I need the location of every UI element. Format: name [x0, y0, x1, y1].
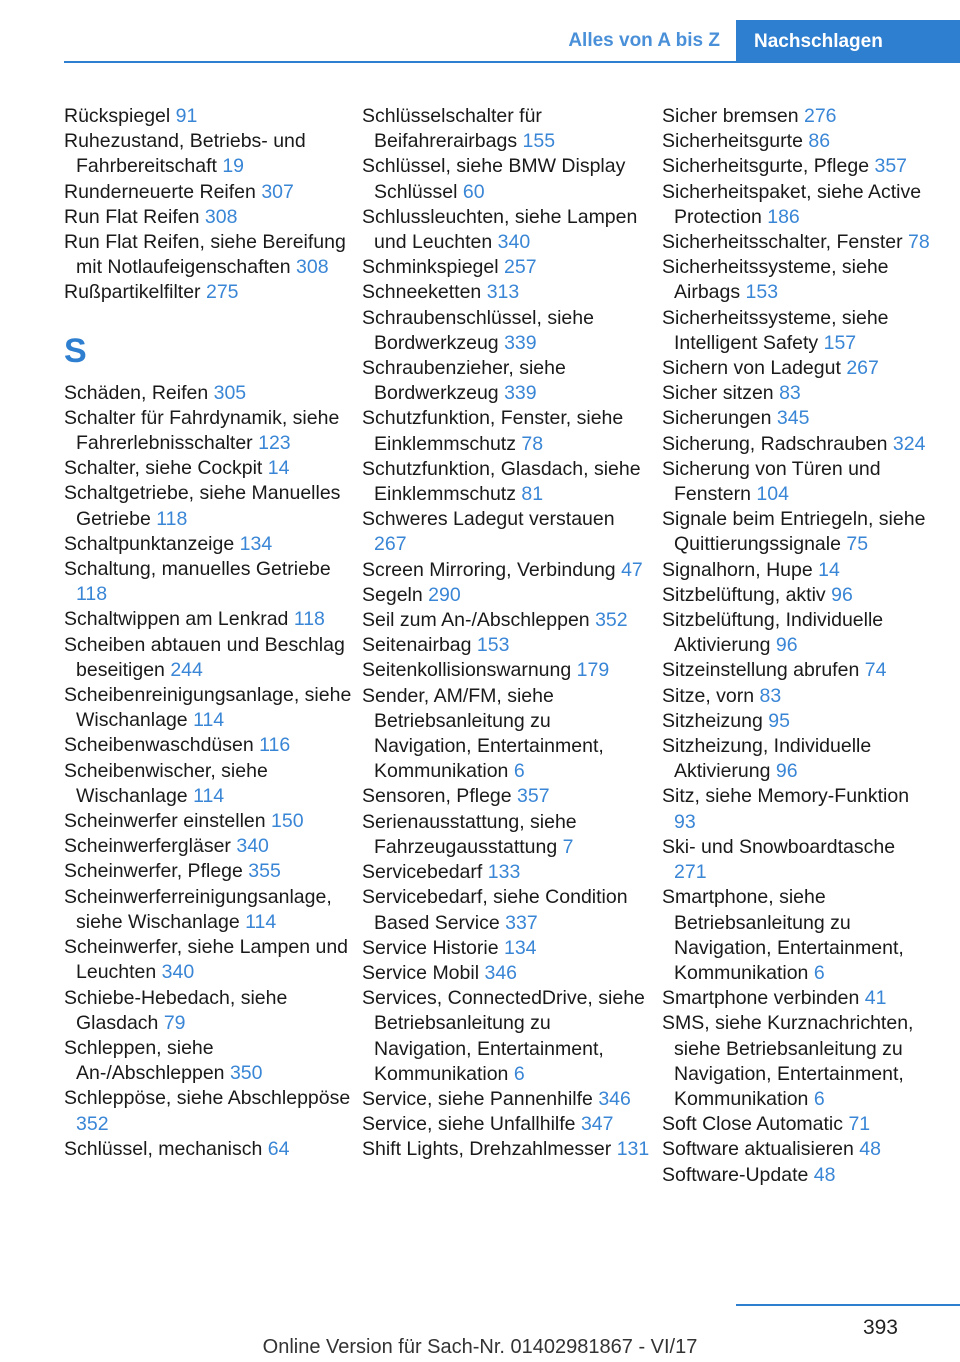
index-entry — [64, 859, 354, 884]
index-entry-term: Service, siehe Pannenhilfe — [362, 1087, 593, 1110]
index-entry-term: Serienausstattung, siehe Fahrzeugausstattung — [362, 810, 577, 858]
index-entry-term: Sicherheitsgurte — [662, 130, 803, 153]
index-entry — [662, 734, 930, 784]
index-entry-term: Scheinwerfer, Pflege — [64, 860, 243, 883]
index-entry-page-link[interactable]: 271 — [674, 861, 707, 884]
index-entry — [362, 684, 652, 785]
index-entry — [662, 608, 930, 658]
page-number: 393 — [862, 1316, 898, 1339]
index-entry-page-link[interactable]: 313 — [486, 281, 520, 304]
index-entry — [662, 457, 930, 507]
index-entry — [662, 835, 930, 885]
index-entry-term: Schlüssel, siehe BMW Display Schlüssel — [362, 155, 626, 203]
index-entry — [64, 1036, 354, 1086]
index-entry-term: Schutzfunktion, Glasdach, siehe Einklemmschutz — [362, 457, 641, 506]
index-entry-term: Software aktualisieren — [662, 1138, 854, 1161]
index-entry — [662, 583, 930, 608]
footer-note: Online Version für Sach-Nr. 01402981867 - VI/17 — [262, 1336, 698, 1358]
index-entry-term: Service Mobil — [362, 961, 480, 984]
index-entry-page-link[interactable]: 153 — [745, 281, 779, 304]
section-title: Alles von A bis Z — [568, 30, 720, 51]
index-entry-page-link[interactable]: 346 — [484, 961, 518, 984]
index-entry — [662, 1011, 930, 1112]
index-entry-page-link[interactable]: 79 — [163, 1011, 186, 1034]
index-entry-term: Service Historie — [362, 936, 499, 959]
index-entry-term: Schalter, siehe Cockpit — [64, 457, 263, 480]
index-entry-term: Sitze, vorn — [662, 684, 755, 707]
index-entry-page-link[interactable]: 64 — [267, 1137, 290, 1160]
index-entry-page-link[interactable]: 6 — [513, 1062, 525, 1085]
index-entry-page-link[interactable]: 340 — [161, 961, 195, 984]
index-entry-term: Sicherheitsschalter, Fenster — [662, 231, 903, 254]
index-entry — [662, 104, 930, 129]
index-entry — [662, 230, 930, 255]
index-entry — [662, 381, 930, 406]
index-entry-term: Schraubenschlüssel, siehe Bordwerkzeug — [362, 306, 594, 354]
index-entry-term: Scheibenwischer, siehe Wischanlage — [64, 759, 268, 807]
index-entry — [662, 558, 930, 583]
index-entry-page-link[interactable]: 352 — [76, 1112, 109, 1135]
index-entry-term: Servicebedarf, siehe Condition Based Service — [362, 886, 628, 934]
index-entry — [64, 986, 354, 1036]
index-entry-term: Sicherung, Radschrauben — [662, 432, 888, 455]
index-entry — [362, 558, 652, 583]
index-entry-term: Sicherheitssysteme, siehe Intelligent Safety — [662, 306, 889, 354]
index-entry-term: SMS, siehe Kurznachrichten, siehe Betriebsanleitung zu Navigation, Entertainment, Kommunikation — [662, 1012, 914, 1110]
index-entry — [362, 961, 652, 986]
index-entry-page-link[interactable]: 275 — [205, 281, 239, 304]
index-entry — [64, 230, 354, 280]
index-entry-page-link[interactable]: 83 — [779, 382, 801, 405]
index-entry — [662, 129, 930, 154]
index-entry — [64, 456, 354, 481]
index-entry-page-link[interactable]: 60 — [462, 180, 485, 203]
index-entry-page-link[interactable]: 150 — [271, 810, 304, 833]
index-entry-term: Sicher bremsen — [662, 105, 799, 127]
index-entry-term: Sitzbelüftung, Individuelle Aktivierung — [662, 609, 884, 657]
index-entry-page-link[interactable]: 14 — [818, 558, 840, 581]
index-entry — [362, 583, 652, 608]
index-entry — [662, 709, 930, 734]
index-entry — [362, 1087, 652, 1112]
index-entry-term: Sensoren, Pflege — [362, 785, 512, 808]
index-entry-term: Scheibenreinigungsanlage, siehe Wischanlage — [64, 684, 352, 732]
index-entry-term: Schweres Ladegut verstauen — [362, 508, 615, 531]
index-entry — [64, 633, 354, 683]
index-entry-page-link[interactable]: 357 — [874, 155, 908, 178]
index-entry-page-link[interactable]: 133 — [487, 861, 521, 884]
index-column-1 — [64, 104, 354, 1162]
index-entry — [362, 255, 652, 280]
index-entry-term: Scheinwerferreinigungsanlage, siehe Wischanlage — [64, 885, 332, 933]
index-entry-term: Rußpartikelfilter — [64, 281, 201, 304]
index-entry-page-link[interactable]: 308 — [296, 256, 329, 279]
index-entry-term: Shift Lights, Drehzahlmesser — [362, 1138, 612, 1161]
index-entry-term: Smartphone verbinden — [662, 987, 860, 1010]
index-letter-heading: S — [64, 331, 87, 370]
index-entry — [64, 280, 354, 305]
footer-rule — [736, 1304, 960, 1306]
index-entry — [64, 885, 354, 935]
index-entry — [662, 406, 930, 431]
index-entry-term: Signale beim Entriegeln, siehe Quittierungssignale — [662, 508, 926, 556]
index-entry-term: Schaltwippen am Lenkrad — [64, 608, 289, 631]
index-entry — [662, 255, 930, 305]
index-entry-page-link[interactable]: 41 — [864, 987, 887, 1010]
index-entry-page-link[interactable]: 352 — [595, 609, 628, 632]
index-entry-page-link[interactable]: 346 — [598, 1087, 631, 1110]
index-entry-page-link[interactable]: 81 — [521, 483, 544, 506]
index-entry — [362, 507, 652, 557]
index-entry-term: Smartphone, siehe Betriebsanleitung zu Navigation, Entertainment, Kommunikation — [662, 886, 904, 984]
index-entry — [362, 608, 652, 633]
index-entry-page-link[interactable]: 71 — [848, 1113, 871, 1136]
index-entry-term: Scheinwerfergläser — [64, 835, 231, 858]
index-entry-page-link[interactable]: 6 — [813, 1087, 825, 1110]
index-entry — [362, 885, 652, 935]
index-entry-term: Seitenairbag — [362, 634, 472, 657]
index-entry-page-link[interactable]: 47 — [621, 558, 643, 581]
index-entry — [64, 809, 354, 834]
chapter-tab: Nachschlagen — [736, 20, 960, 63]
index-entry-page-link[interactable]: 155 — [522, 130, 556, 153]
index-entry — [662, 1112, 930, 1137]
index-entry — [362, 810, 652, 860]
index-entry-page-link[interactable]: 48 — [859, 1138, 881, 1161]
index-entry-page-link[interactable]: 91 — [175, 105, 198, 127]
index-entry-page-link[interactable]: 267 — [846, 357, 879, 380]
index-entry — [362, 784, 652, 809]
index-entry-page-link[interactable]: 134 — [503, 936, 537, 959]
header-rule — [64, 61, 960, 63]
index-column-3 — [662, 104, 930, 1188]
index-entry-page-link[interactable]: 340 — [236, 835, 269, 858]
index-entry-term: Sicherung von Türen und Fenstern — [662, 457, 881, 506]
index-entry — [362, 205, 652, 255]
index-entry — [64, 406, 354, 456]
index-entry-term: Schminkspiegel — [362, 256, 499, 279]
index-entry — [64, 180, 354, 205]
index-entry-page-link[interactable]: 96 — [775, 634, 798, 657]
index-entry-page-link[interactable]: 244 — [170, 658, 203, 681]
index-entry-page-link[interactable]: 14 — [267, 457, 290, 480]
index-entry — [662, 154, 930, 179]
index-entry-page-link[interactable]: 6 — [513, 760, 525, 783]
index-entry — [362, 658, 652, 683]
index-entry-term: Runderneuerte Reifen — [64, 180, 256, 203]
index-entry — [64, 683, 354, 733]
index-entry-page-link[interactable]: 350 — [229, 1062, 263, 1085]
index-entry-term: Seil zum An-/Abschleppen — [362, 609, 590, 632]
index-entry-page-link[interactable]: 95 — [768, 709, 790, 732]
index-entry-page-link[interactable]: 339 — [504, 382, 537, 405]
index-entry-term: Rückspiegel — [64, 105, 171, 127]
index-entry-page-link[interactable]: 7 — [562, 835, 574, 858]
index-entry — [662, 180, 930, 230]
index-entry — [662, 306, 930, 356]
index-entry-page-link[interactable]: 290 — [428, 583, 461, 606]
index-entry-page-link[interactable]: 118 — [156, 507, 188, 530]
index-entry-page-link[interactable]: 257 — [504, 256, 537, 279]
index-entry — [362, 406, 652, 456]
index-entry — [662, 885, 930, 986]
index-entry-page-link[interactable]: 347 — [580, 1113, 614, 1136]
index-entry-page-link[interactable]: 179 — [576, 659, 610, 682]
index-entry — [362, 356, 652, 406]
index-entry-page-link[interactable]: 305 — [213, 381, 247, 404]
index-entry-page-link[interactable]: 123 — [258, 432, 291, 455]
index-entry-page-link[interactable]: 19 — [222, 155, 245, 178]
index-entry — [64, 129, 354, 179]
index-entry-page-link[interactable]: 93 — [674, 810, 696, 833]
index-entry-page-link[interactable]: 96 — [831, 583, 853, 606]
index-entry-term: Sender, AM/FM, siehe Betriebsanleitung zu Navigation, Entertainment, Kommunikation — [362, 684, 604, 783]
index-entry — [64, 205, 354, 230]
index-entry-page-link[interactable]: 116 — [259, 734, 291, 757]
index-entry — [662, 356, 930, 381]
index-entry — [64, 381, 354, 406]
index-entry-term: Ski- und Snowboardtasche — [662, 835, 896, 858]
index-entry — [64, 532, 354, 557]
index-entry-page-link[interactable]: 267 — [374, 533, 407, 556]
index-entry-page-link[interactable]: 118 — [293, 608, 325, 631]
index-entry — [662, 658, 930, 683]
index-entry-term: Service, siehe Unfallhilfe — [362, 1113, 576, 1136]
index-entry-term: Schalter für Fahrdynamik, siehe Fahrerlebnisschalter — [64, 406, 340, 455]
index-entry — [64, 557, 354, 607]
index-column-2 — [362, 104, 652, 1163]
index-entry-page-link[interactable]: 345 — [776, 407, 810, 430]
index-entry — [662, 432, 930, 457]
index-entry-term: Sitzeinstellung abrufen — [662, 659, 860, 682]
index-entry-term: Sichern von Ladegut — [662, 357, 841, 380]
index-entry — [362, 1112, 652, 1137]
index-entry-term: Sicher sitzen — [662, 382, 774, 405]
index-entry — [662, 1137, 930, 1162]
index-entry-term: Schaltpunktanzeige — [64, 532, 235, 555]
index-entry-term: Run Flat Reifen — [64, 205, 200, 228]
index-entry-page-link[interactable]: 83 — [759, 684, 782, 707]
index-entry — [662, 986, 930, 1011]
index-entry-term: Sitzheizung, Individuelle Aktivierung — [662, 735, 872, 783]
index-entry-term: Schraubenzieher, siehe Bordwerkzeug — [362, 357, 566, 405]
index-entry — [362, 1137, 652, 1162]
index-entry-page-link[interactable]: 307 — [261, 180, 294, 203]
index-entry-term: Schlussleuchten, siehe Lampen und Leuchten — [362, 205, 638, 254]
index-entry-term: Sicherheitssysteme, siehe Airbags — [662, 256, 889, 304]
index-entry-page-link[interactable]: 96 — [775, 760, 798, 783]
index-entry-page-link[interactable]: 104 — [756, 483, 789, 506]
index-entry-page-link[interactable]: 48 — [813, 1163, 836, 1186]
index-entry-term: Soft Close Automatic — [662, 1113, 844, 1136]
index-entry — [662, 507, 930, 557]
index-entry-page-link[interactable]: 75 — [846, 533, 869, 556]
index-entry — [64, 104, 354, 129]
index-entry-term: Scheibenwaschdüsen — [64, 734, 254, 757]
index-entry — [662, 1163, 930, 1188]
index-entry — [362, 860, 652, 885]
index-entry-page-link[interactable]: 355 — [248, 860, 281, 883]
index-entry — [662, 784, 930, 834]
index-entry — [362, 154, 652, 204]
index-entry — [64, 935, 354, 985]
index-entry-page-link[interactable]: 276 — [803, 105, 837, 127]
index-entry-term: Schleppen, siehe An-/Abschleppen — [64, 1036, 225, 1085]
index-entry-term: Services, ConnectedDrive, siehe Betriebsanleitung zu Navigation, Entertainment, Kommunikation — [362, 987, 645, 1085]
index-entry — [64, 759, 354, 809]
index-entry-page-link[interactable]: 153 — [476, 634, 510, 657]
index-entry-term: Schaltung, manuelles Getriebe — [64, 558, 331, 581]
index-entry — [64, 1086, 354, 1136]
index-entry-term: Schlüssel, mechanisch — [64, 1137, 263, 1160]
index-entry-page-link[interactable]: 186 — [767, 205, 800, 228]
index-entry-page-link[interactable]: 78 — [908, 231, 930, 254]
index-entry-term: Servicebedarf — [362, 861, 483, 884]
index-entry — [64, 1137, 354, 1162]
index-entry-term: Schlüsselschalter für Beifahrerairbags — [362, 105, 542, 153]
index-entry-term: Scheinwerfer, siehe Lampen und Leuchten — [64, 936, 349, 984]
index-entry-term: Sicherungen — [662, 407, 772, 430]
index-entry — [662, 684, 930, 709]
index-entry-term: Scheinwerfer einstellen — [64, 810, 266, 833]
index-entry-term: Ruhezustand, Betriebs- und Fahrbereitschaft — [64, 130, 306, 178]
index-entry-page-link[interactable]: 357 — [517, 785, 550, 808]
index-entry-page-link[interactable]: 337 — [505, 911, 538, 934]
index-entry-term: Segeln — [362, 583, 423, 606]
index-entry-term: Schneeketten — [362, 281, 482, 304]
index-entry-page-link[interactable]: 114 — [193, 709, 225, 732]
index-entry-term: Sicherheitsgurte, Pflege — [662, 155, 870, 178]
index-entry-page-link[interactable]: 6 — [813, 961, 825, 984]
index-entry-term: Run Flat Reifen, siehe Bereifung mit Notlaufeigenschaften — [64, 231, 346, 279]
index-entry-page-link[interactable]: 114 — [193, 784, 225, 807]
index-entry-term: Screen Mirroring, Verbindung — [362, 558, 616, 581]
index-entry — [362, 280, 652, 305]
index-entry-term: Schleppöse, siehe Abschleppöse — [64, 1087, 351, 1110]
index-entry — [362, 936, 652, 961]
index-entry — [362, 104, 652, 154]
index-entry-page-link[interactable]: 324 — [892, 432, 926, 455]
index-entry-page-link[interactable]: 131 — [616, 1138, 650, 1161]
index-entry-page-link[interactable]: 74 — [864, 659, 887, 682]
index-entry-page-link[interactable]: 114 — [245, 910, 277, 933]
index-entry-page-link[interactable]: 339 — [504, 331, 537, 354]
index-entry-term: Sitz, siehe Memory-Funktion — [662, 785, 910, 808]
index-entry-term: Sitzbelüftung, aktiv — [662, 583, 826, 606]
index-entry — [64, 733, 354, 758]
index-entry-term: Software-Update — [662, 1163, 809, 1186]
index-entry — [362, 306, 652, 356]
index-entry-term: Schutzfunktion, Fenster, siehe Einklemmschutz — [362, 407, 624, 455]
index-entry — [64, 834, 354, 859]
index-entry-term: Seitenkollisionswarnung — [362, 659, 572, 682]
index-entry-page-link[interactable]: 78 — [521, 432, 544, 455]
index-entry — [362, 633, 652, 658]
page-header — [0, 0, 960, 62]
index-entry-page-link[interactable]: 134 — [239, 532, 273, 555]
index-entry — [362, 457, 652, 507]
index-entry-page-link[interactable]: 308 — [204, 205, 238, 228]
index-entry-term: Scheiben abtauen und Beschlag beseitigen — [64, 633, 345, 681]
index-entry-term: Sicherheitspaket, siehe Active Protection — [662, 180, 922, 228]
index-entry-term: Schäden, Reifen — [64, 381, 209, 404]
index-entry-term: Schiebe-Hebedach, siehe Glasdach — [64, 986, 288, 1034]
index-entry-term: Signalhorn, Hupe — [662, 558, 813, 581]
index-entry-term: Schaltgetriebe, siehe Manuelles Getriebe — [64, 482, 341, 530]
index-entry-term: Sitzheizung — [662, 709, 763, 732]
index-entry-page-link[interactable]: 340 — [497, 231, 531, 254]
index-entry — [362, 986, 652, 1087]
index-entry-page-link[interactable]: 86 — [808, 130, 831, 153]
index-entry-page-link[interactable]: 118 — [76, 583, 108, 606]
index-entry-page-link[interactable]: 157 — [823, 331, 857, 354]
index-entry — [64, 481, 354, 531]
index-entry — [64, 607, 354, 632]
